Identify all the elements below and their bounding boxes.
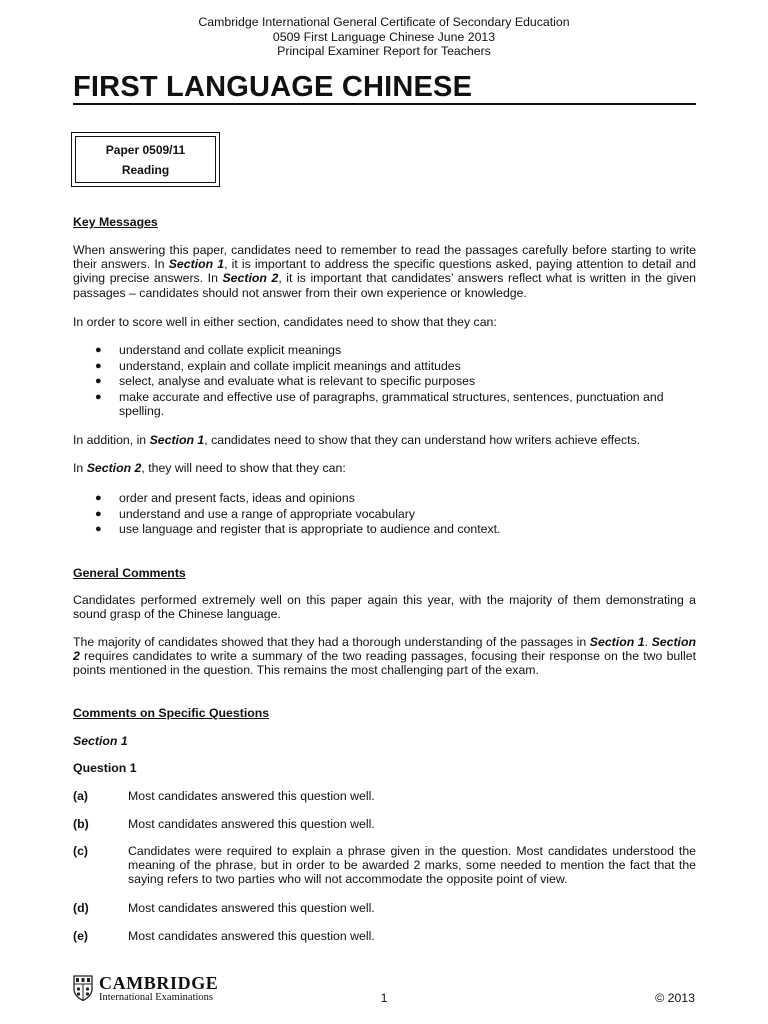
specific-questions-heading: Comments on Specific Questions [73,706,270,720]
text-run: requires candidates to write a summary of the two reading passages, focusing their response on the two bullet points mentioned in the question. This remains the most challenging part of the exam. [73,649,696,678]
question-item-text: Most candidates answered this question well. [128,929,375,943]
list-item-text: order and present facts, ideas and opinions [119,491,355,505]
paper-box [71,132,220,187]
list-item-text: make accurate and effective use of paragraphs, grammatical structures, sentences, punctuation and spelling. [119,390,664,419]
emphasis-section-1: Section 1 [589,635,645,649]
logo-wordmark: CAMBRIDGE [99,973,219,993]
list-item [73,374,696,388]
general-comments-heading: General Comments [73,566,186,580]
list-item [73,390,696,418]
list-item [73,507,696,521]
question-item-b [73,817,696,831]
cambridge-crest-icon [73,975,93,1001]
list-item-text: understand, explain and collate implicit meanings and attitudes [119,358,461,373]
list-item-text: select, analyse and evaluate what is relevant to specific purposes [119,374,476,389]
question-item-label: (e) [73,929,89,943]
question-item-text: Most candidates answered this question well. [128,789,375,803]
key-messages-paragraph-4 [73,461,696,475]
bullet-dot-icon: ● [95,523,102,536]
page-title: FIRST LANGUAGE CHINESE [73,71,473,103]
skills-list-2 [73,491,696,537]
paper-component: Reading [121,163,170,177]
logo-subtitle: International Examinations [99,992,214,1003]
header-line-3: Principal Examiner Report for Teachers [277,44,491,59]
general-comments-paragraph-1: Candidates performed extremely well on this paper again this year, with the majority of them demonstrating a sound grasp of the Chinese language. [73,593,696,622]
list-item [73,359,696,373]
page-number: 1 [380,991,388,1005]
key-messages-paragraph-1 [73,243,696,300]
bullet-dot-icon: ● [95,391,102,404]
emphasis-section-2: Section 2 [73,635,696,664]
bullet-dot-icon: ● [95,344,102,356]
text-run: In addition, in [73,433,150,447]
question-item-label: (a) [73,789,89,803]
key-messages-heading: Key Messages [73,215,158,229]
list-item [73,522,696,536]
bullet-dot-icon: ● [95,375,102,388]
emphasis-section-2: Section 2 [222,271,279,286]
list-item [73,343,696,357]
question-item-e [73,929,696,943]
text-run: . [644,635,652,649]
question-heading: Question 1 [73,761,137,775]
question-item-label: (c) [73,844,89,858]
emphasis-section-1: Section 1 [168,257,225,272]
question-item-c [73,844,696,887]
text-run: The majority of candidates showed that they had a thorough understanding of the passages in [73,635,590,649]
header-line-2: 0509 First Language Chinese June 2013 [272,29,496,44]
question-item-text: Most candidates answered this question well. [128,901,375,915]
question-item-label: (b) [73,817,89,831]
section-heading: Section 1 [73,734,128,748]
key-messages-paragraph-3 [73,433,696,447]
paper-code: Paper 0509/11 [105,143,186,157]
skills-list-1 [73,343,696,419]
text-run: , candidates need to show that they can understand how writers achieve effects. [204,433,641,447]
title-rule [73,103,696,105]
bullet-dot-icon: ● [95,492,102,504]
bullet-dot-icon: ● [95,507,102,520]
emphasis-section-1: Section 1 [149,433,205,447]
list-item [73,491,696,505]
question-item-text: Candidates were required to explain a phrase given in the question. Most candidates understood the meaning of the phrase, but in order to be awarded 2 marks, some needed to mention the fact that the saying refers to two parties who will not accommodate the opposite point of view. [128,844,696,887]
question-item-label: (d) [73,901,89,915]
header-line-1: Cambridge International General Certificate of Secondary Education [198,15,570,29]
text-run: , it is important that candidates’ answers reflect what is written in the given passages – candidates should not answer from their own experience or knowledge. [73,271,697,300]
key-messages-paragraph-2: In order to score well in either section, candidates need to show that they can: [73,315,497,329]
question-item-d [73,901,696,915]
question-item-a [73,789,696,803]
text-run: , it is important to address the specific questions asked, paying attention to detail and giving precise answers. In [73,257,696,286]
emphasis-section-2: Section 2 [86,461,142,475]
list-item-text: understand and use a range of appropriate vocabulary [119,506,416,521]
cambridge-logo [73,973,233,1007]
list-item-text: understand and collate explicit meanings [119,343,342,357]
copyright: © 2013 [655,991,695,1005]
general-comments-paragraph-2 [73,635,696,678]
text-run: In [73,461,87,475]
question-item-text: Most candidates answered this question well. [128,817,375,831]
text-run: When answering this paper, candidates need to remember to read the passages carefully before starting to write their answers. In [73,243,696,272]
text-run: , they will need to show that they can: [141,461,346,475]
list-item-text: use language and register that is appropriate to audience and context. [119,522,501,537]
bullet-dot-icon: ● [95,359,102,372]
paper-box-inner-border [75,136,216,183]
page-header [0,15,768,59]
